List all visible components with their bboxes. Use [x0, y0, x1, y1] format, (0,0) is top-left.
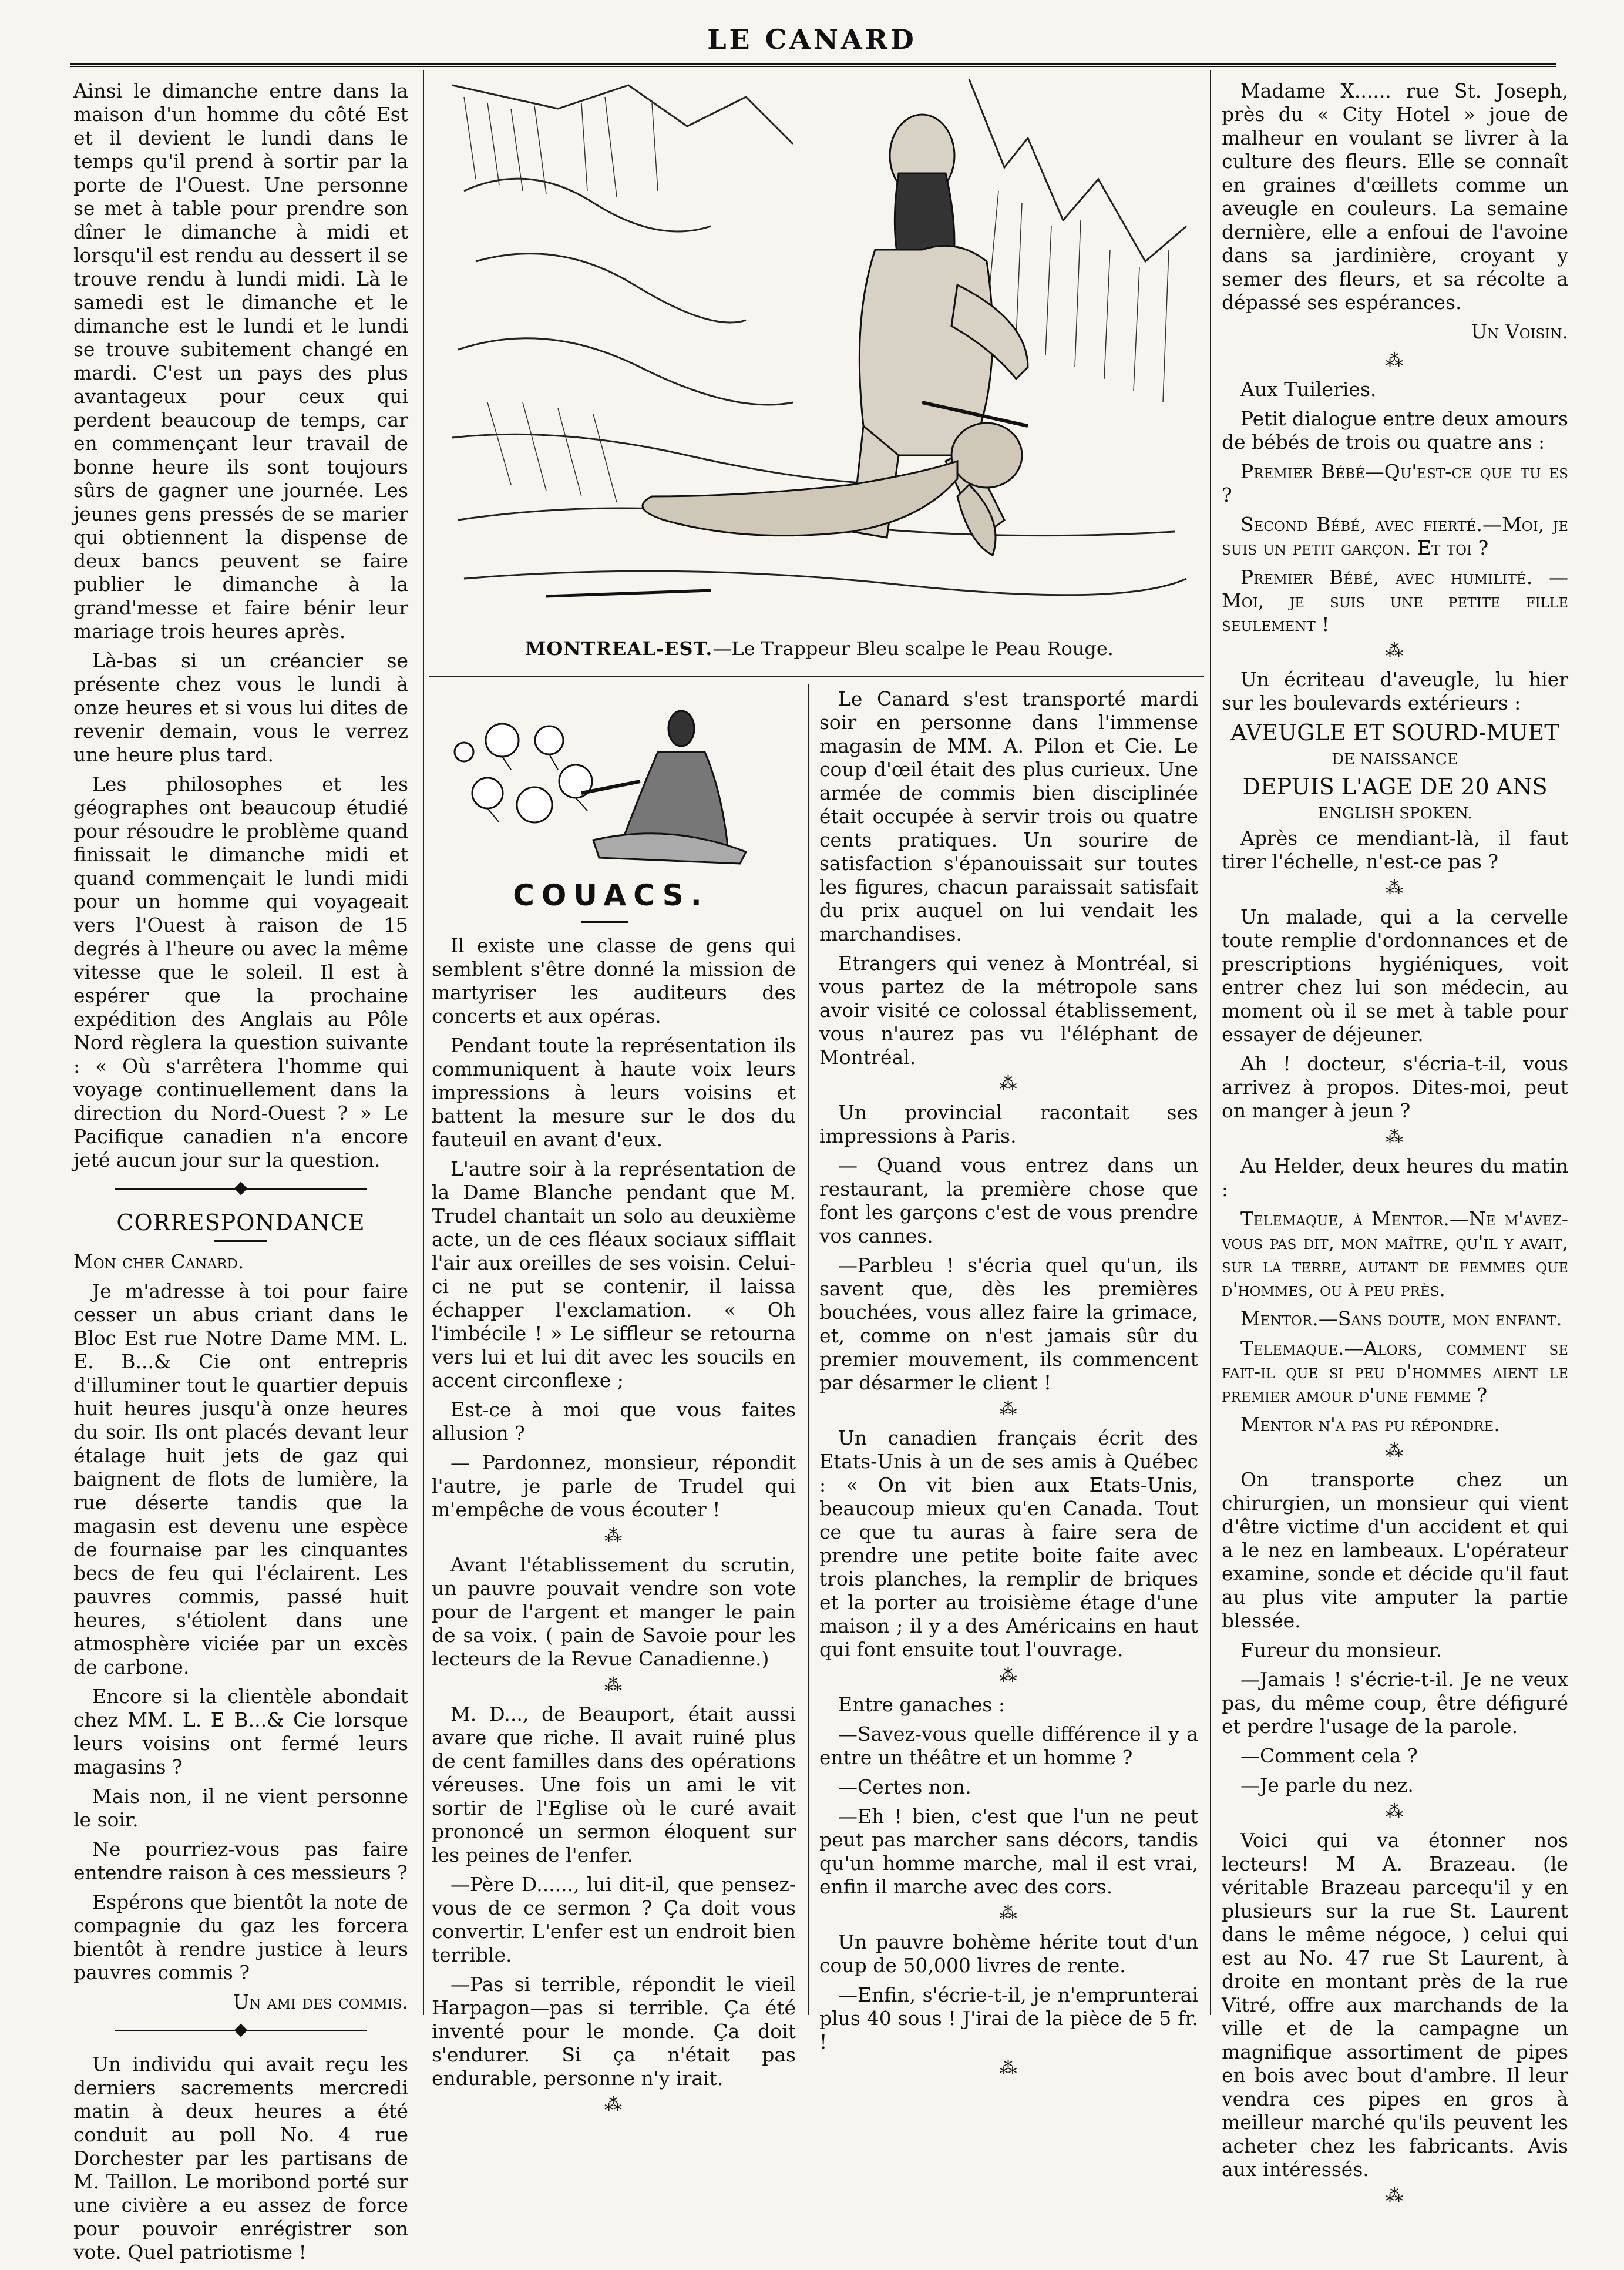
illustration-caption: [441, 637, 1198, 660]
col3-paragraph: — Quand vous entrez dans un restaurant, la première chose que font les garçons c'est de vous prendre vos cannes.: [819, 1154, 1198, 1247]
sign-line: DE NAISSANCE: [1332, 751, 1458, 768]
masthead-rule: [70, 63, 1556, 67]
col4-paragraph: Fureur du monsieur.: [1240, 1638, 1443, 1661]
column-4: [1222, 79, 1568, 2213]
col4-paragraph: Aux Tuileries.: [1240, 378, 1377, 401]
col4-paragraph: Premier Bébé—Qu'est-ce que tu es ?: [1222, 460, 1568, 506]
col3-paragraph: Un canadien français écrit des Etats-Unis à un de ses amis à Québec : « On vit bien aux Etats-Unis, beaucoup mieux qu'en Canada. Tout ce que tu auras à faire sera de prendre une petite boite faite avec trois planches, la remplir de briques et la porter au troisième étage d'une maison ; il y a des Américains en haut qui font ensuite tout l'ouvrage.: [819, 1426, 1198, 1661]
col4-paragraph: Ah ! docteur, s'écria-t-il, vous arrivez à propos. Dites-moi, peut on manger à jeun ?: [1222, 1052, 1568, 1122]
col1-paragraph: Je m'adresse à toi pour faire cesser un abus criant dans le Bloc Est rue Notre Dame MM. L. E. B...& Cie ont entrepris d'illuminer tout le quartier depuis huit heures jusqu'à onze heures du soir. Ils ont placés devant leur étalage huit jets de gaz qui baignent de flots de lumière, la rue déserte tandis que la magasin est devenu une espèce de fournaise par les cinquantes becs de feu qui l'éclairent. Les pauvres commis, passé huit heures, s'étiolent dans une atmosphère viciée par un excès de carbone.: [73, 1280, 408, 1678]
col1-paragraph: Espérons que bientôt la note de compagnie du gaz les forcera bientôt à rendre justice à leurs pauvres commis ?: [73, 1890, 408, 1984]
col4-paragraph: —Je parle du nez.: [1240, 1774, 1414, 1796]
col2-paragraph: L'autre soir à la représentation de la Dame Blanche pendant que M. Trudel chantait un solo au deuxième acte, un de ces fléaux sociaux sifflait l'air aux oreilles de ses voisin. Celui-ci ne put se contenir, il laissa échapper l'exclamation. « Oh l'imbécile ! » Le siffleur se retourna vers lui et lui dit avec les soucils en accent circonflexe ;: [432, 1157, 796, 1392]
ornamental-divider: [73, 1183, 408, 1194]
col2-paragraph: Pendant toute la représentation ils communiquent à haute voix leurs impressions à leurs voisins et battent la mesure sur le dos du fauteuil en avant d'eux.: [432, 1034, 796, 1151]
asterism: ⁂: [1386, 350, 1404, 371]
col4-paragraph: Voici qui va étonner nos lecteurs! M A. Brazeau. (le véritable Brazeau parcequ'il y en plusieurs sur la rue St. Laurent dans le même négoce, ) celui qui est au No. 47 rue St Laurent, à droite en montant près de la rue Vitré, offre aux marchands de la ville et de la campagne un magnifique assortiment de pipes en bois avec bout d'ambre. Il leur vendra ces pipes en gros à meilleur marché qu'ils peuvent les acheter chez les fabricants. Avis aux intéressés.: [1222, 1829, 1568, 2181]
col1-paragraph: Là-bas si un créancier se présente chez vous le lundi à onze heures et si vous lui dites de revenir demain, vous le verrez une heure plus tard.: [73, 649, 408, 766]
sign-line: DEPUIS L'AGE DE 20 ANS: [1242, 774, 1548, 800]
col4-paragraph: Madame X...... rue St. Joseph, près du « City Hotel » joue de malheur en voulant se livrer à la culture des fleurs. Elle se connaît en graines d'œillets comme un aveugle en couleurs. La semaine dernière, elle a enfoui de l'avoine dans sa jardinière, croyant y semer des fleurs, et sa récolte a dépassé ses espérances.: [1222, 79, 1568, 314]
col1-paragraph: Ne pourriez-vous pas faire entendre raison à ces messieurs ?: [73, 1838, 408, 1884]
col2-paragraph: —Père D......, lui dit-il, que pensez-vous de ce sermon ? Ça doit vous convertir. L'enfer est un endroit bien terrible.: [432, 1873, 796, 1966]
short-rule: [214, 1240, 267, 1242]
asterism: ⁂: [1386, 1801, 1404, 1822]
caption-text: —Le Trappeur Bleu scalpe le Peau Rouge.: [712, 637, 1114, 660]
col4-paragraph: On transporte chez un chirurgien, un monsieur qui vient d'être victime d'un accident et qui a le nez en lambeaux. L'opérateur examine, sonde et décide qu'il faut au plus vite amputer la partie blessée.: [1222, 1468, 1568, 1632]
masthead: LE CANARD: [707, 23, 917, 55]
col4-paragraph: Telemaque, à Mentor.—Ne m'avez-vous pas dit, mon maître, qu'il y avait, sur la terre, autant de femmes que d'hommes, ou à peu près.: [1222, 1207, 1568, 1301]
column-rule-3: [1210, 70, 1211, 2015]
col2-paragraph: — Pardonnez, monsieur, répondit l'autre, je parle de Trudel qui m'empêche de vous écouter !: [432, 1451, 796, 1521]
col1-paragraph: Les philosophes et les géographes ont beaucoup étudié pour résoudre le problème quand finissait le dimanche midi et quand commençait le lundi midi pour un homme qui voyageait vers l'Ouest à raison de 15 degrés à l'heure ou avec la même vitesse que le soleil. Il est à espérer que la prochaine expédition des Anglais au Pôle Nord règlera la question suivante : « Où s'arrêtera l'homme qui voyage continuellement dans la direction du Nord-Ouest ? » Le Pacifique canadien n'a encore jeté aucun jour sur la question.: [73, 773, 408, 1171]
salutation: Mon cher Canard.: [73, 1250, 244, 1273]
asterism: ⁂: [1386, 878, 1404, 898]
column-rule-1: [423, 70, 424, 2015]
col3-paragraph: —Savez-vous quelle différence il y a entre un théâtre et un homme ?: [819, 1722, 1198, 1769]
asterism: ⁂: [1386, 1440, 1404, 1461]
col4-paragraph: Mentor n'a pas pu répondre.: [1240, 1413, 1500, 1436]
col1-paragraph: Encore si la clientèle abondait chez MM. L. E B...& Cie lorsque leurs voisins ont fermé leurs magasins ?: [73, 1685, 408, 1778]
col4-paragraph: Un malade, qui a la cervelle toute remplie d'ordonnances et de prescriptions hygiéniques, voit entrer chez lui son médecin, au moment où il se met à table pour essayer de déjeuner.: [1222, 905, 1568, 1046]
signature: Un ami des commis.: [233, 1990, 408, 2013]
col3-paragraph: —Enfin, s'écrie-t-il, je n'emprunterai plus 40 sous ! J'irai de la pièce de 5 fr. !: [819, 1983, 1198, 2053]
col2-paragraph: Avant l'établissement du scrutin, un pauvre pouvait vendre son vote pour de l'argent et manger le pain de sa voix. ( pain de Savoie pour les lecteurs de la Revue Canadienne.): [432, 1553, 796, 1670]
col3-paragraph: —Eh ! bien, c'est que l'un ne peut peut pas marcher sans décors, tandis qu'un homme marche, mal il est vrai, enfin il marche avec des cors.: [819, 1805, 1198, 1898]
col4-paragraph: Petit dialogue entre deux amours de bébés de trois ou quatre ans :: [1222, 407, 1568, 454]
col4-paragraph: Premier Bébé, avec humilité. —Moi, je suis une petite fille seulement !: [1222, 566, 1568, 636]
col1-paragraph: Un individu qui avait reçu les derniers sacrements mercredi matin à deux heures a été conduit au poll No. 4 rue Dorchester par les partisans de M. Taillon. Le moribond porté sur une civière a eu assez de force pour pouvoir enrégistrer son vote. Quel patriotisme !: [73, 2053, 408, 2264]
col4-paragraph: Après ce mendiant-là, il faut tirer l'échelle, n'est-ce pas ?: [1222, 827, 1568, 873]
col4-paragraph: Telemaque.—Alors, comment se fait-il que si peu d'hommes aient le premier amour d'une femme ?: [1222, 1337, 1568, 1406]
column-1: [73, 79, 408, 2270]
col1-paragraph: Mais non, il ne vient personne le soir.: [73, 1785, 408, 1831]
col2-paragraph: —Pas si terrible, répondit le vieil Harpagon—pas si terrible. Ça été inventé pour le monde. Ça doit s'endurer. Si ça n'était pas endurable, personne n'y irait.: [432, 1973, 796, 2090]
column-rule-2: [808, 684, 809, 2015]
short-rule: [581, 921, 628, 923]
signature: Un Voisin.: [1471, 320, 1568, 343]
col2-paragraph: Est-ce à moi que vous faites allusion ?: [432, 1398, 796, 1445]
column-3: [819, 687, 1198, 2086]
col4-paragraph: Mentor.—Sans doute, mon enfant.: [1240, 1307, 1562, 1330]
caption-title: MONTREAL-EST.: [525, 637, 713, 660]
col4-paragraph: Second Bébé, avec fierté.—Moi, je suis un petit garçon. Et toi ?: [1222, 513, 1568, 559]
asterism: ⁂: [604, 1526, 623, 1546]
col4-paragraph: Un écriteau d'aveugle, lu hier sur les boulevards extérieurs :: [1222, 668, 1568, 714]
asterism: ⁂: [999, 1903, 1018, 1923]
asterism: ⁂: [999, 1399, 1018, 1419]
asterism: ⁂: [999, 2058, 1018, 2078]
couacs-title: COUACS.: [513, 878, 709, 912]
col1-paragraph: Ainsi le dimanche entre dans la maison d'un homme du côté Est et il devient le lundi dans le temps qu'il prend à sortir par la porte de l'Ouest. Une personne se met à table pour prendre son dîner le dimanche à midi et lorsqu'il est rendu au dessert il se trouve rendu à lundi midi. Là le samedi est le dimanche et le dimanche est le lundi et le lundi se trouve subitement changé en mardi. C'est un pays des plus avantageux pour ceux qui perdent beaucoup de temps, car en commençant leur travail de bonne heure ils sont toujours sûrs de gagner une journée. Les jeunes gens pressés de se marier qui obtiennent la dispense de deux bancs peuvent se faire publier le dimanche à la grand'messe et faire bénir leur mariage trois heures après.: [73, 79, 408, 643]
col3-paragraph: Le Canard s'est transporté mardi soir en personne dans l'immense magasin de MM. A. Pilon et Cie. Le coup d'œil était des plus curieux. Une armée de commis bien disciplinée était occupée à servir trois ou quatre cents pratiques. Un sourire de satisfaction s'épanouissait sur toutes les figures, chacun paraissait satisfait du prix auquel on lui vendait les marchandises.: [819, 687, 1198, 945]
col3-paragraph: —Certes non.: [838, 1775, 971, 1798]
column-2: [432, 934, 796, 2122]
trapper-scalping-illustration: [441, 73, 1198, 629]
asterism: ⁂: [604, 2094, 623, 2115]
col4-paragraph: —Jamais ! s'écrie-t-il. Je ne veux pas, du même coup, être défiguré et perdre l'usage de la parole.: [1222, 1668, 1568, 1738]
col3-paragraph: —Parbleu ! s'écria quel qu'un, ils savent que, dès les premières bouchées, vous allez faire la grimace, et, comme on n'est jamais sûr du premier mouvement, ils commencent par désarmer le client !: [819, 1254, 1198, 1394]
col4-paragraph: Au Helder, deux heures du matin :: [1222, 1154, 1568, 1201]
col2-paragraph: Il existe une classe de gens qui semblent s'être donné la mission de martyriser les auditeurs des concerts et aux opéras.: [432, 934, 796, 1027]
col3-paragraph: Un provincial racontait ses impressions à Paris.: [819, 1101, 1198, 1147]
asterism: ⁂: [1386, 640, 1404, 661]
asterism: ⁂: [999, 1073, 1018, 1094]
col3-paragraph: Un pauvre bohème hérite tout d'un coup de 50,000 livres de rente.: [819, 1930, 1198, 1977]
asterism: ⁂: [1386, 1127, 1404, 1147]
asterism: ⁂: [604, 1675, 623, 1695]
asterism: ⁂: [999, 1665, 1018, 1686]
couacs-vignette: [446, 705, 752, 869]
col3-paragraph: Etrangers qui venez à Montréal, si vous partez de la métropole sans avoir visité ce colossal établissement, vous n'aurez pas vu l'éléphant de Montréal.: [819, 952, 1198, 1069]
col4-paragraph: —Comment cela ?: [1240, 1744, 1418, 1767]
ornamental-divider: [73, 2024, 408, 2036]
col2-paragraph: M. D..., de Beauport, était aussi avare que riche. Il avait ruiné plus de cent familles dans des opérations véreuses. Une fois un ami le vit sortir de l'Eglise où le curé avait prononcé un sermon éloquent sur les peines de l'enfer.: [432, 1702, 796, 1866]
asterism: ⁂: [1386, 2185, 1404, 2206]
col3-paragraph: Entre ganaches :: [838, 1693, 1005, 1716]
sign-line: AVEUGLE ET SOURD-MUET: [1230, 720, 1559, 746]
illustration-rule: [429, 676, 1204, 677]
sign-line: ENGLISH SPOKEN.: [1317, 805, 1472, 822]
correspondance-heading: CORRESPONDANCE: [116, 1210, 365, 1235]
